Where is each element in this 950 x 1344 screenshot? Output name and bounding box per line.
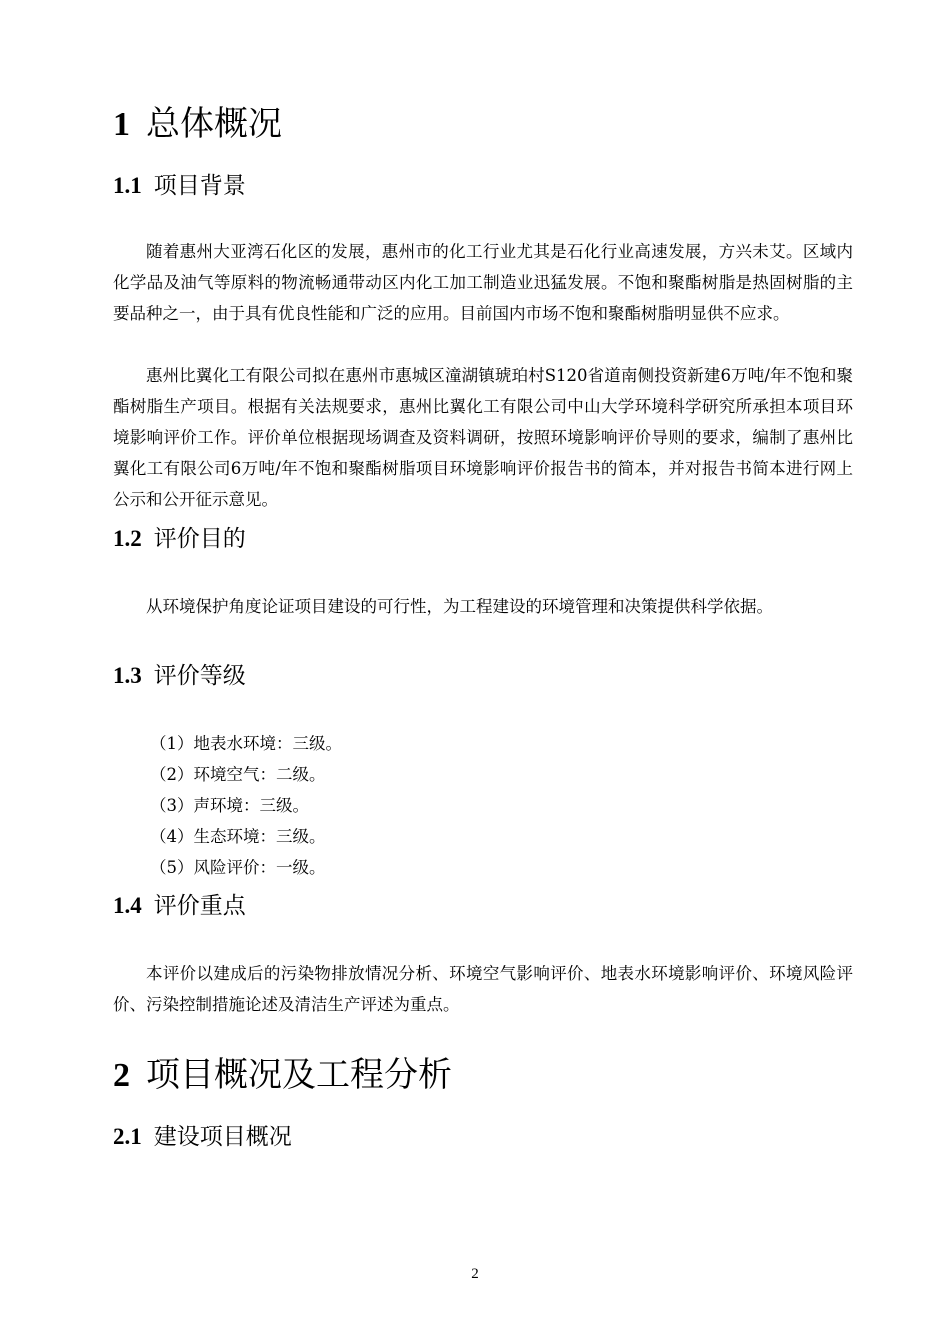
section-title: 建设项目概况 bbox=[153, 1124, 292, 1150]
section-number: 1.3 bbox=[113, 663, 142, 688]
section-1-1-heading bbox=[113, 171, 246, 201]
background-paragraph-1: 随着惠州大亚湾石化区的发展，惠州市的化工行业尤其是石化行业高速发展，方兴未艾。区域内化学品及油气等原料的物流畅通带动区内化工加工制造业迅猛发展。不饱和聚酯树脂是热固树脂的主要品种之一，由于具有优良性能和广泛的应用。目前国内市场不饱和聚酯树脂明显供不应求。 bbox=[113, 242, 853, 323]
section-1-2-heading bbox=[113, 524, 246, 554]
section-1-heading bbox=[113, 104, 282, 145]
list-item: （4）生态环境：三级。 bbox=[150, 827, 326, 846]
evaluation-grade-list bbox=[150, 728, 342, 883]
focus-paragraph: 本评价以建成后的污染物排放情况分析、环境空气影响评价、地表水环境影响评价、环境风险评价、污染控制措施论述及清洁生产评述为重点。 bbox=[113, 964, 853, 1014]
list-item: （2）环境空气：二级。 bbox=[150, 765, 326, 784]
section-number: 2.1 bbox=[113, 1124, 142, 1149]
section-title: 评价重点 bbox=[153, 893, 246, 919]
list-item: （5）风险评价：一级。 bbox=[150, 858, 326, 877]
section-number: 1.4 bbox=[113, 893, 142, 918]
list-item: （1）地表水环境：三级。 bbox=[150, 734, 342, 753]
section-title: 总体概况 bbox=[146, 104, 282, 144]
background-paragraph-2: 惠州比翼化工有限公司拟在惠州市惠城区潼湖镇琥珀村S120省道南侧投资新建6万吨/年不饱和聚酯树脂生产项目。根据有关法规要求，惠州比翼化工有限公司中山大学环境科学研究所承担本项目环境影响评价工作。评价单位根据现场调查及资料调研，按照环境影响评价导则的要求，编制了惠州比翼化工有限公司6万吨/年不饱和聚酯树脂项目环境影响评价报告书的简本，并对报告书简本进行网上公示和公开征示意见。 bbox=[113, 366, 853, 509]
section-1-3-heading bbox=[113, 661, 246, 691]
list-item: （3）声环境：三级。 bbox=[150, 796, 309, 815]
page-number: 2 bbox=[471, 1266, 479, 1282]
section-number: 1 bbox=[113, 106, 130, 143]
section-number: 2 bbox=[113, 1057, 130, 1094]
section-title: 项目概况及工程分析 bbox=[146, 1055, 452, 1095]
section-title: 项目背景 bbox=[153, 173, 246, 199]
section-title: 评价等级 bbox=[153, 663, 246, 689]
section-number: 1.2 bbox=[113, 526, 142, 551]
section-number: 1.1 bbox=[113, 173, 142, 198]
section-2-1-heading bbox=[113, 1122, 292, 1152]
section-title: 评价目的 bbox=[153, 526, 246, 552]
section-1-4-heading bbox=[113, 891, 246, 921]
section-2-heading bbox=[113, 1055, 452, 1096]
purpose-paragraph: 从环境保护角度论证项目建设的可行性，为工程建设的环境管理和决策提供科学依据。 bbox=[146, 597, 773, 616]
